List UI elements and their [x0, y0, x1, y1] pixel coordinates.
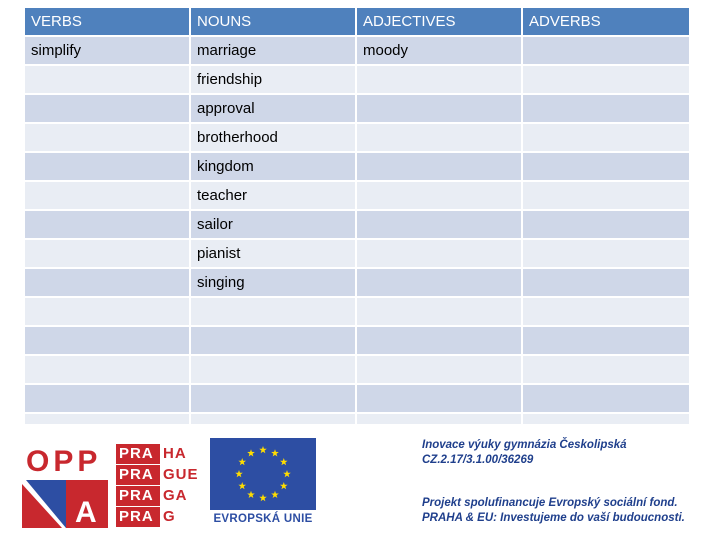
- praha-logo-row: PRA GA: [116, 486, 202, 506]
- table-cell-adverbs: [523, 240, 689, 267]
- table-cell-adjectives: [357, 182, 521, 209]
- table-cell-verbs: [25, 211, 189, 238]
- praha-logo-row: PRA HA: [116, 444, 202, 464]
- table-cell-nouns: teacher: [191, 182, 355, 209]
- eu-logo: [208, 438, 318, 528]
- table-cell-nouns: [191, 298, 355, 325]
- table-cell-adverbs: [523, 385, 689, 412]
- table-cell-nouns: pianist: [191, 240, 355, 267]
- project-funding: Projekt spolufinancuje Evropský sociální fond.: [422, 497, 678, 509]
- table-row: [25, 385, 689, 412]
- table-cell-nouns: [191, 414, 355, 424]
- table-cell-verbs: [25, 356, 189, 383]
- column-header-verbs: VERBS: [25, 8, 189, 35]
- column-header-adjectives: ADJECTIVES: [357, 8, 521, 35]
- table-row: [25, 327, 689, 354]
- table-cell-verbs: [25, 153, 189, 180]
- table-row: [25, 95, 689, 122]
- table-cell-nouns: approval: [191, 95, 355, 122]
- table-cell-verbs: [25, 124, 189, 151]
- table-cell-adverbs: [523, 269, 689, 296]
- table-cell-adverbs: [523, 414, 689, 424]
- column-header-nouns: NOUNS: [191, 8, 355, 35]
- table-cell-adjectives: [357, 298, 521, 325]
- table-cell-verbs: [25, 95, 189, 122]
- table-cell-verbs: [25, 269, 189, 296]
- table-row: [25, 153, 689, 180]
- table-cell-nouns: marriage: [191, 37, 355, 64]
- table-cell-adverbs: [523, 211, 689, 238]
- table-cell-adverbs: [523, 356, 689, 383]
- praha-logo: [116, 438, 202, 528]
- table-header-row: [25, 8, 689, 35]
- table-cell-adjectives: [357, 327, 521, 354]
- table-row: [25, 66, 689, 93]
- table-cell-adjectives: [357, 66, 521, 93]
- oppa-text-top: OPP: [26, 445, 102, 478]
- oppa-text-bottom: A: [75, 496, 97, 528]
- table-cell-verbs: [25, 66, 189, 93]
- table-cell-nouns: brotherhood: [191, 124, 355, 151]
- table-row: [25, 269, 689, 296]
- footer-logos: [0, 424, 720, 540]
- table-row: [25, 124, 689, 151]
- eu-flag-icon: [210, 438, 316, 510]
- table-cell-adverbs: [523, 153, 689, 180]
- column-header-adverbs: ADVERBS: [523, 8, 689, 35]
- table-cell-adjectives: [357, 414, 521, 424]
- table-cell-adjectives: [357, 269, 521, 296]
- praha-logo-row: PRA G: [116, 507, 202, 527]
- table-cell-verbs: [25, 385, 189, 412]
- table-cell-adverbs: [523, 327, 689, 354]
- table-cell-nouns: sailor: [191, 211, 355, 238]
- table-cell-verbs: [25, 182, 189, 209]
- oppa-logo: [22, 438, 108, 528]
- table-cell-nouns: friendship: [191, 66, 355, 93]
- table-row: [25, 211, 689, 238]
- table-cell-nouns: singing: [191, 269, 355, 296]
- table-cell-nouns: [191, 385, 355, 412]
- table-cell-verbs: [25, 298, 189, 325]
- praha-logo-row: PRA GUE: [116, 465, 202, 485]
- table-cell-verbs: simplify: [25, 37, 189, 64]
- table-cell-adjectives: [357, 356, 521, 383]
- table-cell-adjectives: [357, 211, 521, 238]
- table-row: [25, 414, 689, 424]
- table-cell-verbs: [25, 240, 189, 267]
- table-row: [25, 356, 689, 383]
- table-cell-adjectives: [357, 95, 521, 122]
- table-row: [25, 37, 689, 64]
- table-cell-adjectives: [357, 153, 521, 180]
- project-code: CZ.2.17/3.1.00/36269: [422, 454, 534, 466]
- table-cell-adverbs: [523, 124, 689, 151]
- table-cell-adverbs: [523, 95, 689, 122]
- table-cell-adverbs: [523, 66, 689, 93]
- table-cell-verbs: [25, 414, 189, 424]
- eu-caption: EVROPSKÁ UNIE: [213, 513, 313, 525]
- table-cell-adjectives: [357, 240, 521, 267]
- table-cell-nouns: [191, 356, 355, 383]
- word-class-table: [25, 8, 689, 424]
- table-cell-adverbs: [523, 182, 689, 209]
- table-cell-nouns: [191, 327, 355, 354]
- table-row: [25, 182, 689, 209]
- table-cell-adjectives: [357, 385, 521, 412]
- table-cell-verbs: [25, 327, 189, 354]
- table-cell-adverbs: [523, 298, 689, 325]
- table-row: [25, 298, 689, 325]
- project-title: Inovace výuky gymnázia Českolipská: [422, 439, 627, 451]
- table-row: [25, 240, 689, 267]
- table-cell-adjectives: [357, 124, 521, 151]
- table-cell-nouns: kingdom: [191, 153, 355, 180]
- project-info: [422, 438, 712, 526]
- project-slogan: PRAHA & EU: Investujeme do vaší budoucnosti.: [422, 512, 685, 524]
- table-cell-adjectives: moody: [357, 37, 521, 64]
- table-cell-adverbs: [523, 37, 689, 64]
